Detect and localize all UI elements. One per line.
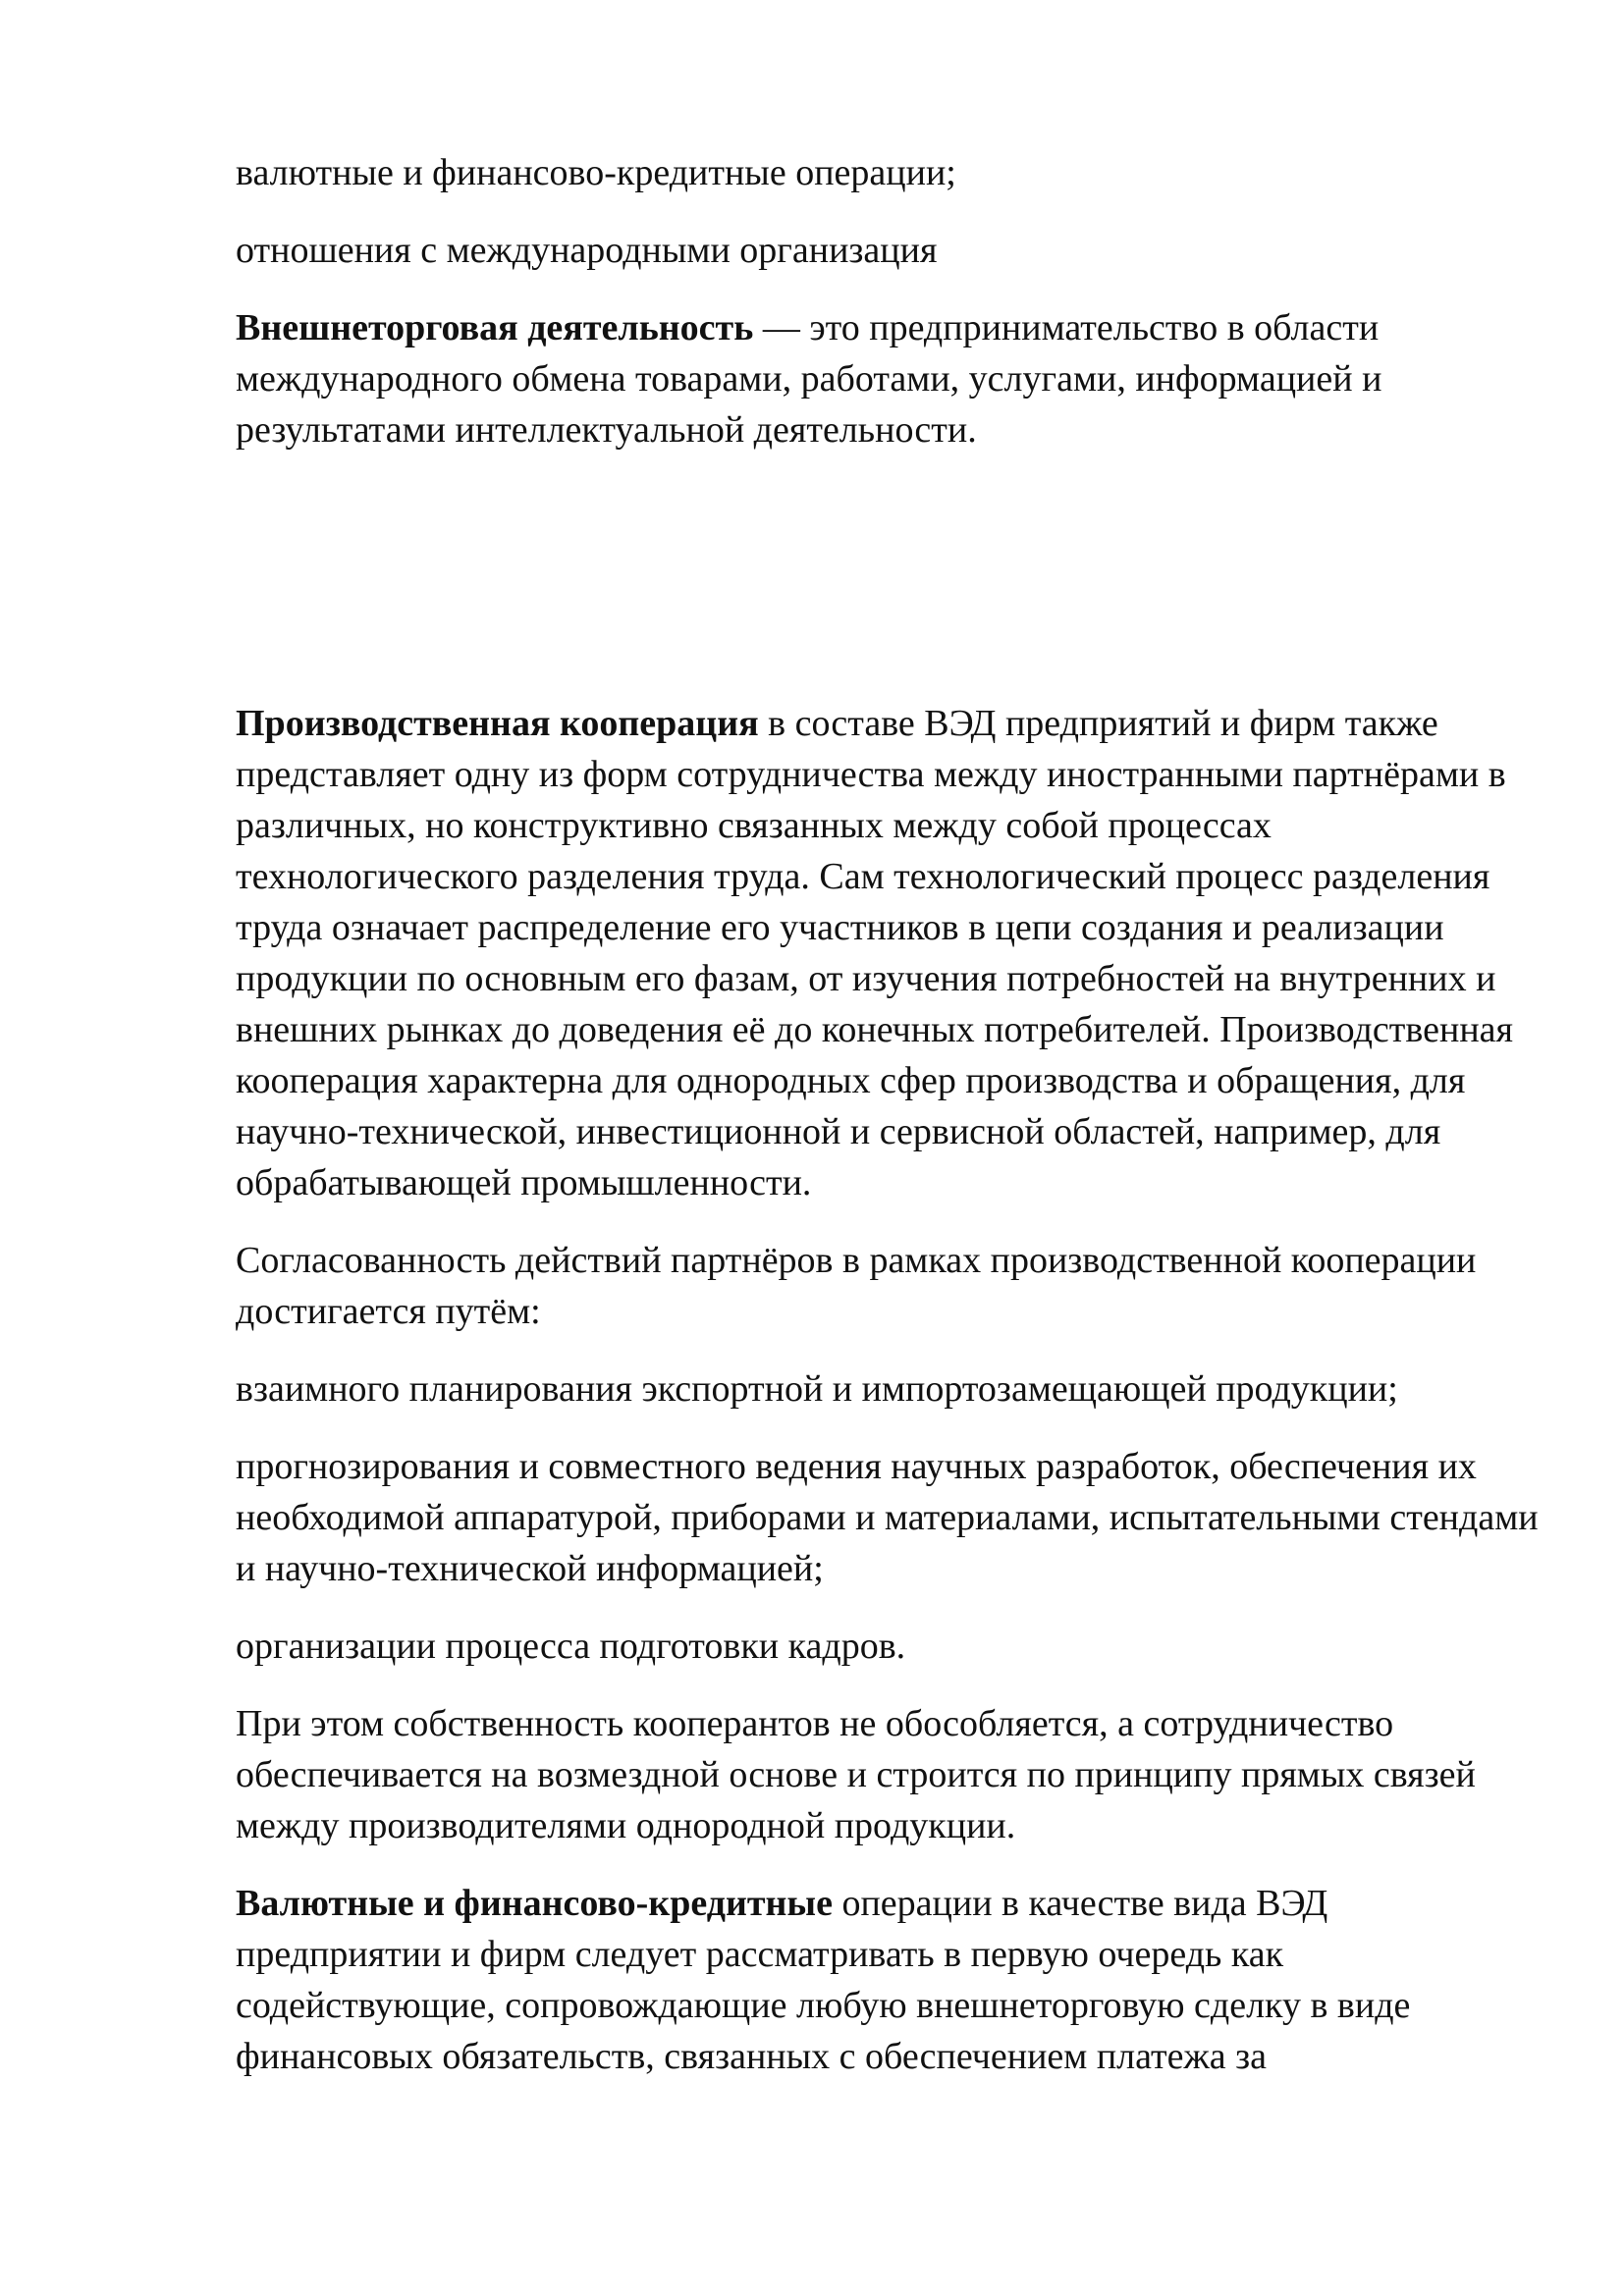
paragraph-text: операции в качестве вида ВЭД предприятии и фирм следует рассматривать в первую очередь как содействующие, сопровождающие любую внешнеторговую сделку в виде финансовых обязательств, связанных с обеспечением платежа за [236, 1883, 1411, 2077]
paragraph-text: валютные и финансово-кредитные операции; [236, 152, 956, 193]
paragraph-international-organizations [236, 225, 1542, 276]
paragraph-text: в составе ВЭД предприятий и фирм также представляет одну из форм сотрудничества между иностранными партнёрами в различных, но конструктивно связанных между собой процессах технологического разделения труда. Сам технологический процесс разделения труда означает распределение его участников в цепи создания и реализации продукции по основным его фазам, от изучения потребностей на внутренних и внешних рынках до доведения её до конечных потребителей. Производственная кооперация характерна для однородных сфер производства и обращения, для научно-технической, инвестиционной и сервисной областей, например, для обрабатывающей промышленности. [236, 703, 1513, 1203]
paragraph-text: взаимного планирования экспортной и импортозамещающей продукции; [236, 1368, 1398, 1410]
paragraph-partners-coordination [236, 1235, 1542, 1337]
paragraph-ownership [236, 1698, 1542, 1851]
term-production-cooperation: Производственная кооперация [236, 703, 759, 744]
paragraph-mutual-planning [236, 1363, 1542, 1415]
paragraph-currency-credit [236, 1878, 1542, 2082]
paragraph-foreign-trade-definition [236, 302, 1542, 455]
paragraph-staff-training [236, 1621, 1542, 1672]
paragraph-text: Согласованность действий партнёров в рамках производственной кооперации достигается путём: [236, 1240, 1477, 1332]
paragraph-text: — это предпринимательство в области международного обмена товарами, работами, услугами, информацией и результатами интеллектуальной деятельности. [236, 307, 1382, 451]
paragraph-forecasting [236, 1441, 1542, 1594]
term-foreign-trade: Внешнеторговая деятельность [236, 307, 754, 348]
paragraph-text: организации процесса подготовки кадров. [236, 1626, 906, 1667]
paragraph-text: отношения с международными организация [236, 230, 938, 271]
paragraph-currency-operations [236, 147, 1542, 198]
document-body [236, 147, 1542, 2109]
term-currency-credit: Валютные и финансово-кредитные [236, 1883, 833, 1924]
paragraph-text: При этом собственность кооперантов не обособляется, а сотрудничество обеспечивается на возмездной основе и строится по принципу прямых связей между производителями однородной продукции. [236, 1703, 1476, 1846]
paragraph-text: прогнозирования и совместного ведения научных разработок, обеспечения их необходимой аппаратурой, приборами и материалами, испытательными стендами и научно-технической информацией; [236, 1446, 1539, 1589]
paragraph-production-cooperation [236, 698, 1542, 1208]
